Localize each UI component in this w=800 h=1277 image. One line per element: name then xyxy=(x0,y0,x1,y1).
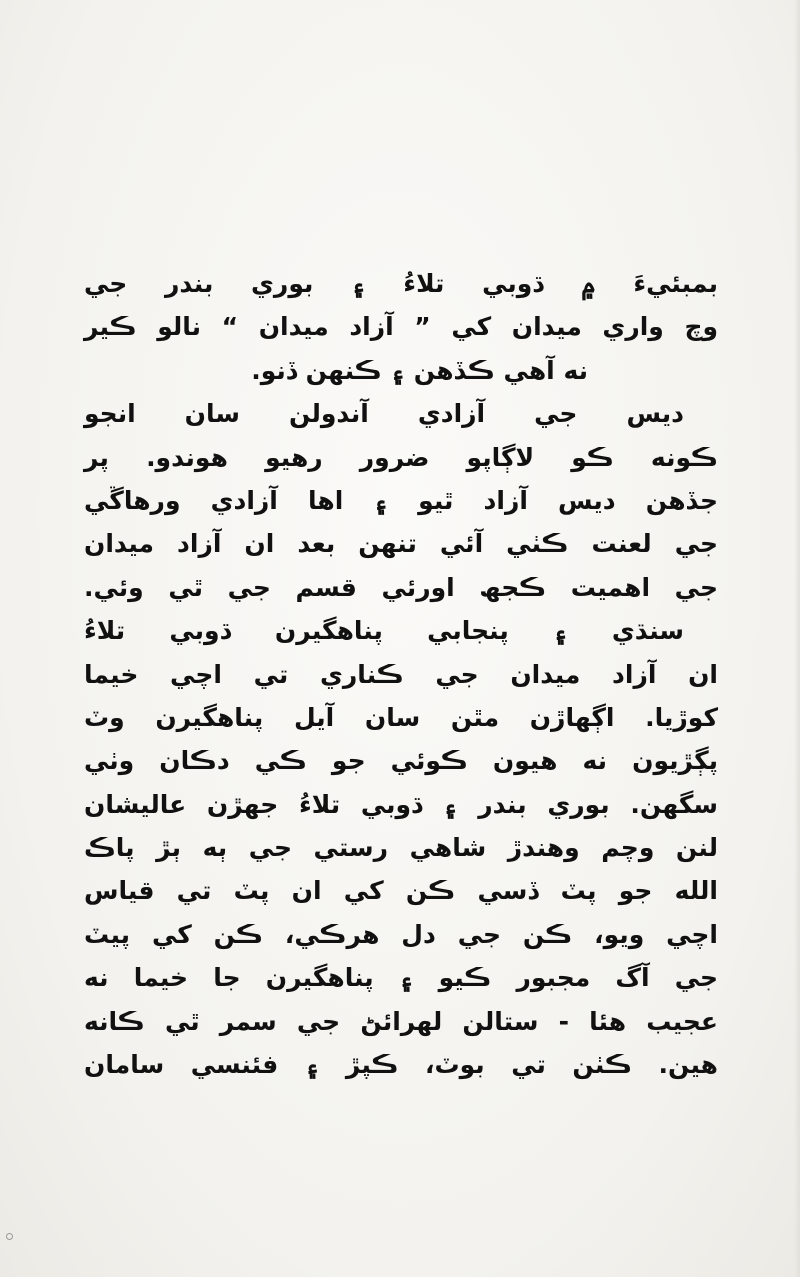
text-line: نه آهي ڪڏهن ۽ ڪنهن ڏنو. xyxy=(251,355,588,385)
text-line: ديس جي آزادي آندولن سان انجو xyxy=(84,399,684,429)
text-line: اچي ويو، ڪن جي دل هرڪي، ڪن کي پيٽ xyxy=(84,919,718,949)
text-line: سنڌي ۽ پنجابي پناهگيرن ڌوبي تلاءُ xyxy=(84,616,684,646)
text-line: جي لعنت ڪٺي آئي تنهن بعد ان آزاد ميدان xyxy=(84,529,718,559)
text-line: جي آگ مجبور ڪيو ۽ پناهگيرن جا خيما نه xyxy=(84,963,718,993)
text-line: ان آزاد ميدان جي ڪناري تي اچي خيما xyxy=(84,659,718,689)
text-line: بمبئيءَ ۾ ڌوبي تلاءُ ۽ بوري بندر جي xyxy=(84,269,718,298)
text-line: سگهن. بوري بندر ۽ ڌوبي تلاءُ جهڙن عاليشان xyxy=(84,789,718,819)
text-line: جي اهميت ڪجھ اورئي قسم جي ٿي وئي. xyxy=(84,572,718,602)
text-line: عجيب هئا - ستالن لهرائڻ جي سمر ٿي ڪانه xyxy=(84,1006,718,1036)
page-edge-shadow xyxy=(794,0,800,1277)
text-line: لنن وچم وهندڙ شاهي رستي جي ٻه ٻڙ پاڪ xyxy=(84,833,718,863)
text-line: جڏهن ديس آزاد ٿيو ۽ اها آزادي ورهاڱي xyxy=(84,485,718,515)
text-line: وچ واري ميدان کي ” آزاد ميدان “ نالو ڪير xyxy=(84,312,718,342)
text-line: هين. ڪٺن تي بوٽ، ڪپڙ ۽ فئنسي سامان xyxy=(84,1050,718,1080)
text-line: الله جو پٽ ڏسي ڪن کي ان پٽ تي قياس xyxy=(84,876,718,906)
text-line: ڪونه ڪو لاڳاپو ضرور رهيو هوندو. پر xyxy=(84,442,718,472)
body-text xyxy=(84,262,718,1086)
scan-speck xyxy=(6,1233,13,1240)
text-line: کوڙيا. اڳهاڙن مٿن سان آيل پناهگيرن وٽ xyxy=(84,702,718,732)
text-line: پڳڙيون نه هيون ڪوئي جو ڪي دڪان وٺي xyxy=(84,746,718,776)
